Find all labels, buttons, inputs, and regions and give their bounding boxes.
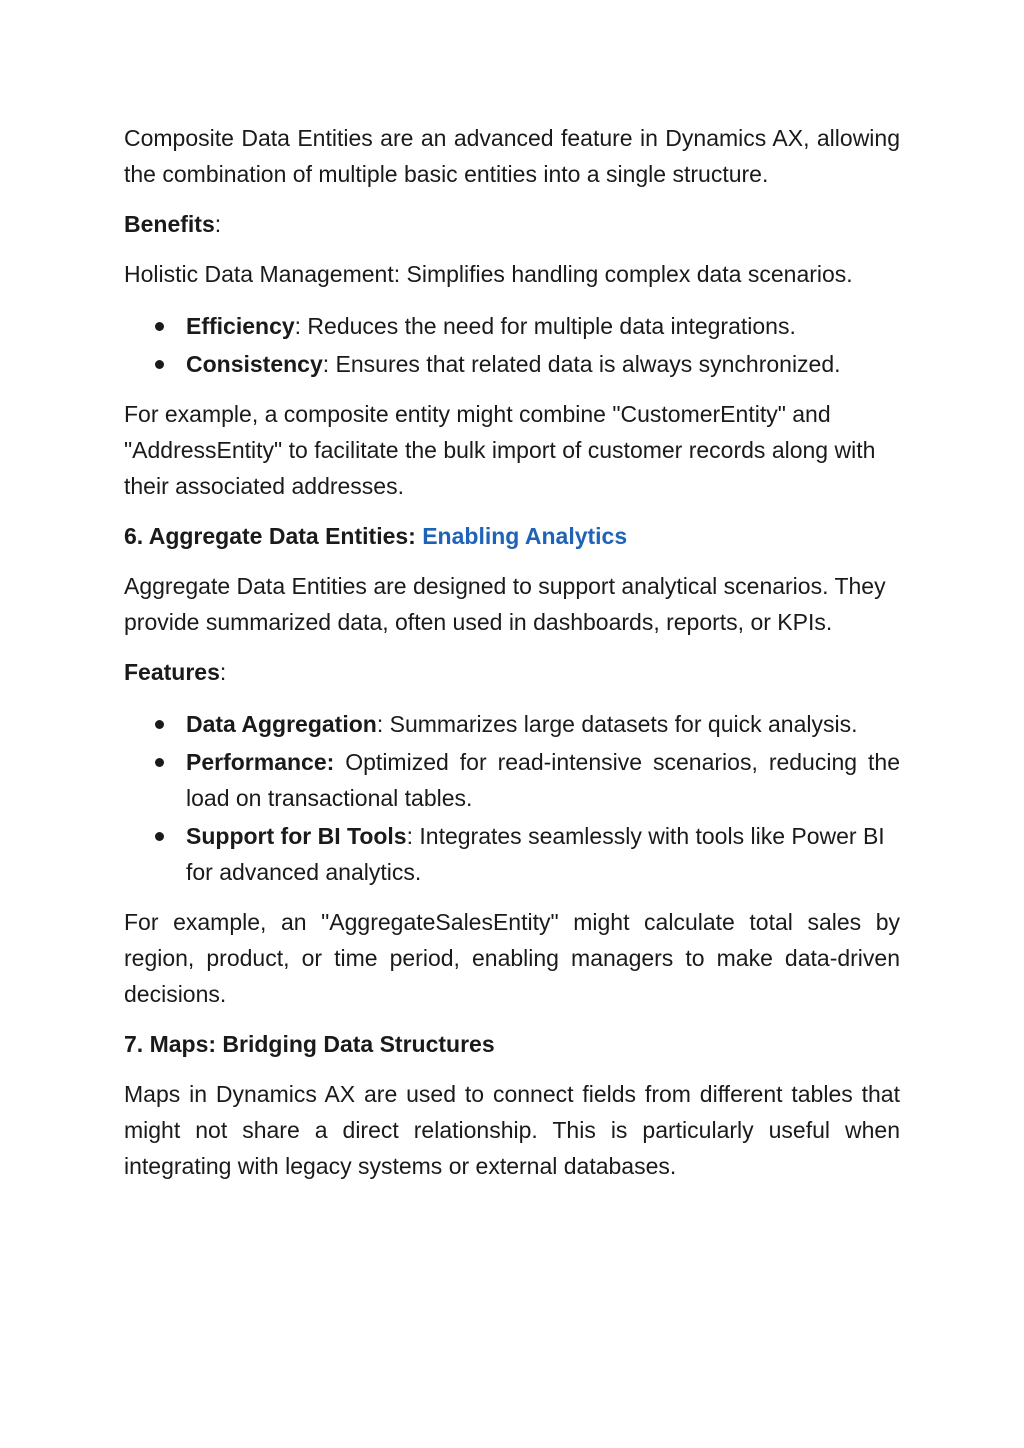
section-6-heading-accent: Enabling Analytics (422, 523, 628, 549)
benefits-label-text: Benefits (124, 211, 215, 237)
list-item (124, 818, 900, 890)
bullet-icon (155, 720, 164, 729)
holistic-paragraph: Holistic Data Management: Simplifies handling complex data scenarios. (124, 261, 853, 287)
intro-paragraph: Composite Data Entities are an advanced feature in Dynamics AX, allowing the combination of multiple basic entities into a single structure. (124, 125, 900, 187)
list-item (124, 744, 900, 816)
features-label-text: Features (124, 659, 220, 685)
document-page (124, 120, 900, 1184)
bullet-icon (155, 322, 164, 331)
section-7-description: Maps in Dynamics AX are used to connect fields from different tables that might not share a direct relationship. This is particularly useful when integrating with legacy systems or external databases. (124, 1081, 900, 1179)
list-item (124, 346, 900, 382)
benefits-list (124, 308, 900, 382)
benefits-label (124, 206, 900, 242)
section-6-heading-prefix: 6. Aggregate Data Entities: (124, 523, 423, 549)
list-item-desc: : Integrates seamlessly with tools like Power BI for advanced analytics. (186, 823, 885, 885)
list-item-desc: : Ensures that related data is always synchronized. (322, 351, 841, 377)
list-item-term: Data Aggregation (186, 711, 377, 737)
list-item-desc: : Reduces the need for multiple data integrations. (294, 313, 796, 339)
list-item-term: Consistency (186, 351, 323, 377)
section-6-description: Aggregate Data Entities are designed to support analytical scenarios. They provide summarized data, often used in dashboards, reports, or KPIs. (124, 573, 886, 635)
bullet-icon (155, 360, 164, 369)
list-item-term: Efficiency (186, 313, 295, 339)
features-label-colon: : (219, 659, 227, 685)
section-6-heading (124, 518, 900, 554)
list-item-term: Support for BI Tools (186, 823, 407, 849)
list-item-term: Performance: (186, 749, 335, 775)
list-item (124, 706, 900, 742)
bullet-icon (155, 758, 164, 767)
bullet-icon (155, 832, 164, 841)
features-list (124, 706, 900, 890)
aggregate-example-paragraph: For example, an "AggregateSalesEntity" might calculate total sales by region, product, or time period, enabling managers to make data-driven decisions. (124, 909, 900, 1007)
list-item (124, 308, 900, 344)
section-7-heading: 7. Maps: Bridging Data Structures (124, 1031, 495, 1057)
benefits-label-colon: : (214, 211, 222, 237)
features-label (124, 654, 900, 690)
list-item-desc: Optimized for read-intensive scenarios, reducing the load on transactional tables. (186, 749, 900, 811)
list-item-desc: : Summarizes large datasets for quick analysis. (376, 711, 858, 737)
composite-example-paragraph: For example, a composite entity might combine "CustomerEntity" and "AddressEntity" to facilitate the bulk import of customer records along with their associated addresses. (124, 401, 876, 499)
